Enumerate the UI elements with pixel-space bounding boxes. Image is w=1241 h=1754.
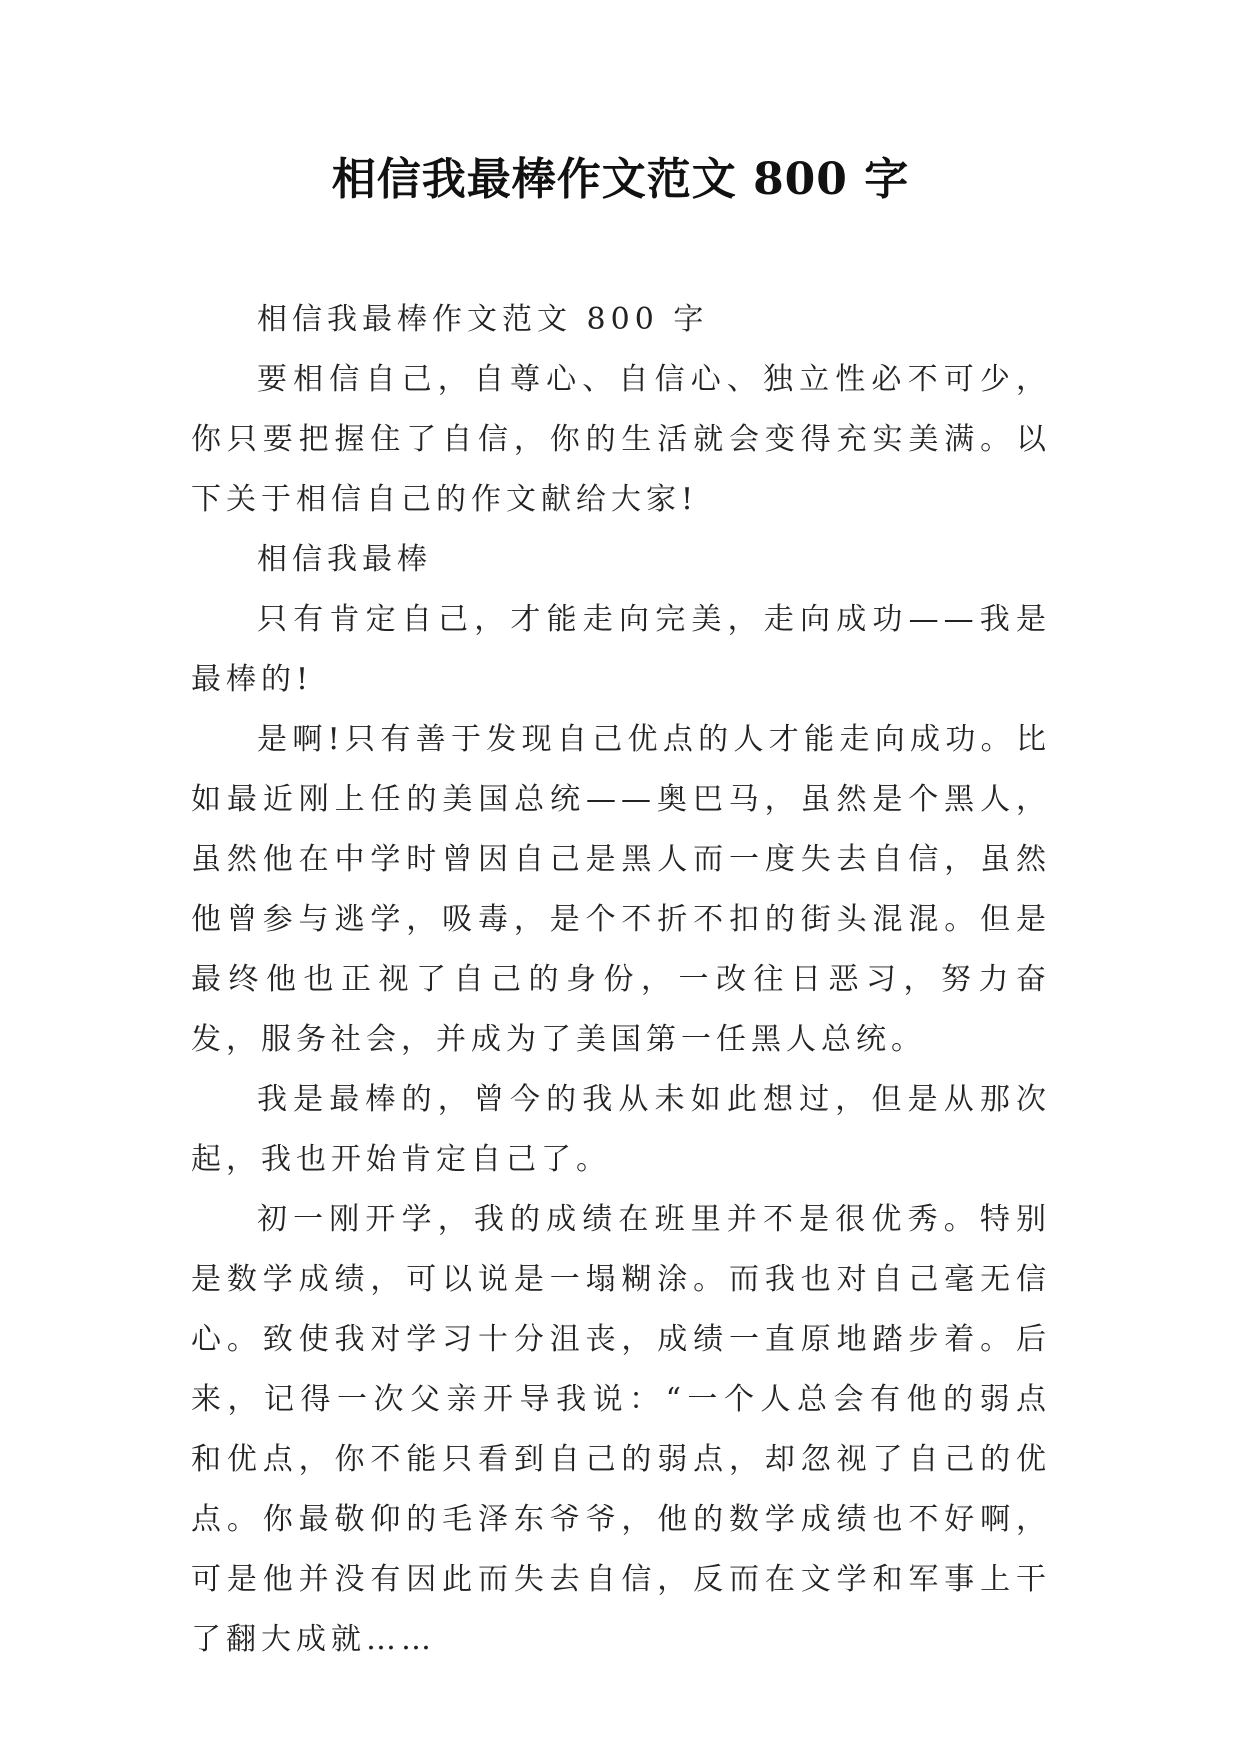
paragraph: 我是最棒的，曾今的我从未如此想过，但是从那次起，我也开始肯定自己了。 xyxy=(191,1082,1051,1177)
paragraph-subtitle: 相信我最棒作文范文 800 字 xyxy=(257,302,709,337)
paragraph: 只有肯定自己，才能走向完美，走向成功——我是最棒的! xyxy=(191,602,1051,697)
paragraph-section-heading: 相信我最棒 xyxy=(257,542,432,577)
paragraph: 初一刚开学，我的成绩在班里并不是很优秀。特别是数学成绩，可以说是一塌糊涂。而我也对自己毫无信心。致使我对学习十分沮丧，成绩一直原地踏步着。后来，记得一次父亲开导我说：“一个人总会有他的弱点和优点，你不能只看到自己的弱点，却忽视了自己的优点。你最敬仰的毛泽东爷爷，他的数学成绩也不好啊，可是他并没有因此而失去自信，反而在文学和军事上干了翻大成就…… xyxy=(191,1202,1051,1657)
document-title: 相信我最棒作文范文 800 字 xyxy=(331,154,910,205)
paragraph: 是啊!只有善于发现自己优点的人才能走向成功。比如最近刚上任的美国总统——奥巴马，虽然是个黑人，虽然他在中学时曾因自己是黑人而一度失去自信，虽然他曾参与逃学，吸毒，是个不折不扣的街头混混。但是最终他也正视了自己的身份，一改往日恶习，努力奋发，服务社会，并成为了美国第一任黑人总统。 xyxy=(191,722,1051,1057)
document-body xyxy=(191,290,1051,1670)
paragraph-intro: 要相信自己，自尊心、自信心、独立性必不可少，你只要把握住了自信，你的生活就会变得充实美满。以下关于相信自己的作文献给大家! xyxy=(191,362,1051,517)
